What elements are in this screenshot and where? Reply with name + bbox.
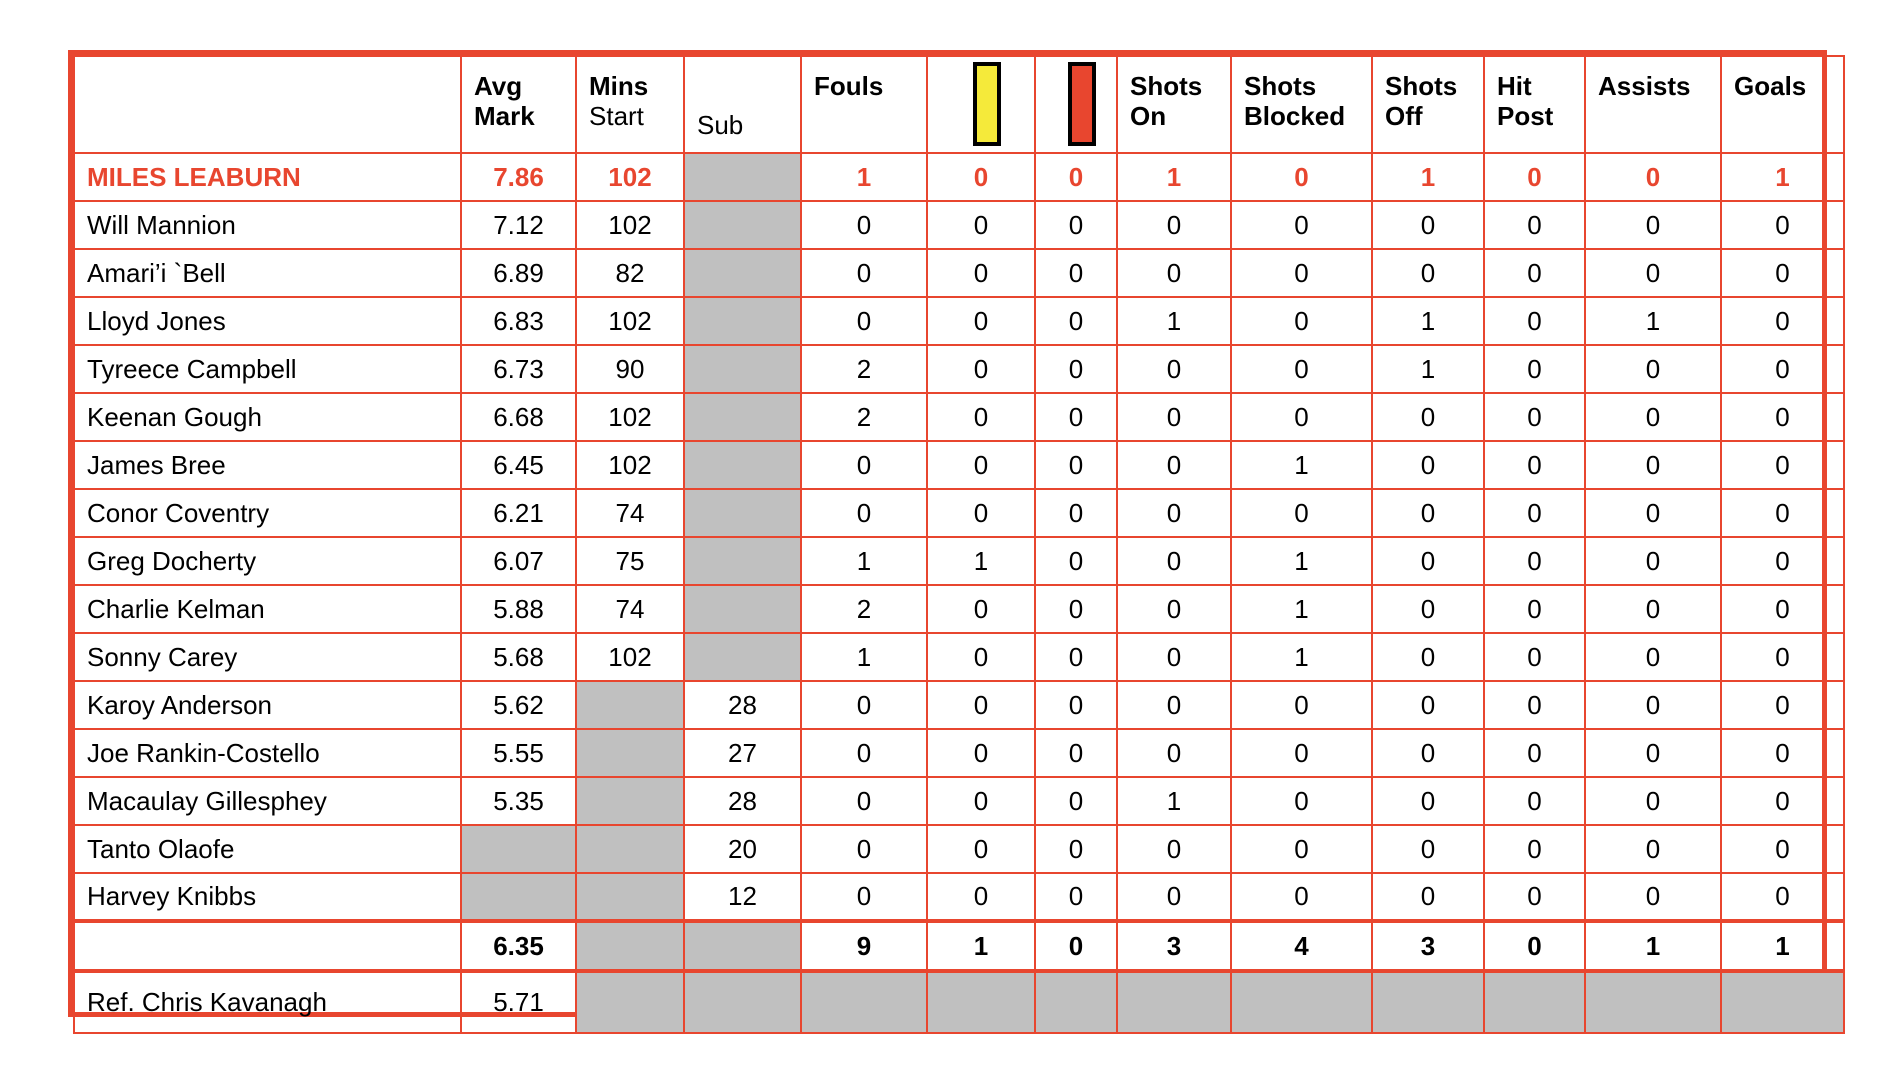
player-mins-start: 102: [576, 297, 684, 345]
player-red-cards: 0: [1035, 633, 1117, 681]
player-avg-mark: 6.73: [461, 345, 576, 393]
header-row: [74, 56, 1844, 153]
player-sub-mins: [684, 585, 801, 633]
player-shots-off: 1: [1372, 153, 1484, 201]
player-shots-off: 0: [1372, 585, 1484, 633]
player-mins-start: [576, 729, 684, 777]
player-yellow-cards: 0: [927, 249, 1035, 297]
player-hit-post: 0: [1484, 441, 1585, 489]
totals-red: 0: [1035, 921, 1117, 971]
referee-empty-cell: [1484, 971, 1585, 1033]
totals-assists: 1: [1585, 921, 1721, 971]
totals-sub-empty: [684, 921, 801, 971]
player-red-cards: 0: [1035, 201, 1117, 249]
player-mins-start: [576, 825, 684, 873]
player-sub-mins: [684, 153, 801, 201]
player-hit-post: 0: [1484, 873, 1585, 921]
player-avg-mark: 5.55: [461, 729, 576, 777]
player-shots-off: 0: [1372, 777, 1484, 825]
player-row: [74, 777, 1844, 825]
player-mins-start: 102: [576, 441, 684, 489]
player-mins-start: [576, 873, 684, 921]
player-hit-post: 0: [1484, 153, 1585, 201]
player-row: [74, 393, 1844, 441]
player-shots-on: 0: [1117, 825, 1231, 873]
player-mins-start: 82: [576, 249, 684, 297]
player-shots-on: 0: [1117, 873, 1231, 921]
player-name: Karoy Anderson: [74, 681, 461, 729]
player-rows: [74, 153, 1844, 921]
player-avg-mark: 5.88: [461, 585, 576, 633]
player-shots-blocked: 0: [1231, 873, 1372, 921]
player-shots-off: 0: [1372, 825, 1484, 873]
player-shots-on: 1: [1117, 777, 1231, 825]
player-shots-blocked: 0: [1231, 681, 1372, 729]
player-ratings-table: [73, 55, 1845, 1034]
player-name: Sonny Carey: [74, 633, 461, 681]
player-goals: 0: [1721, 777, 1844, 825]
player-goals: 0: [1721, 249, 1844, 297]
header-hit-post: Hit Post: [1484, 56, 1585, 153]
player-fouls: 2: [801, 585, 927, 633]
player-shots-blocked: 1: [1231, 633, 1372, 681]
player-hit-post: 0: [1484, 633, 1585, 681]
player-avg-mark: 5.35: [461, 777, 576, 825]
player-assists: 0: [1585, 153, 1721, 201]
player-shots-on: 1: [1117, 297, 1231, 345]
player-yellow-cards: 0: [927, 153, 1035, 201]
player-ratings-table-container: [68, 50, 1827, 1017]
player-shots-on: 1: [1117, 153, 1231, 201]
player-red-cards: 0: [1035, 825, 1117, 873]
player-fouls: 0: [801, 201, 927, 249]
totals-goals: 1: [1721, 921, 1844, 971]
player-row: [74, 537, 1844, 585]
player-row: [74, 345, 1844, 393]
player-goals: 0: [1721, 681, 1844, 729]
player-red-cards: 0: [1035, 489, 1117, 537]
player-shots-on: 0: [1117, 681, 1231, 729]
player-avg-mark: 7.12: [461, 201, 576, 249]
player-assists: 0: [1585, 585, 1721, 633]
player-row: [74, 297, 1844, 345]
player-name: Lloyd Jones: [74, 297, 461, 345]
player-assists: 0: [1585, 633, 1721, 681]
player-shots-on: 0: [1117, 441, 1231, 489]
header-fouls: Fouls: [801, 56, 927, 153]
player-yellow-cards: 0: [927, 297, 1035, 345]
totals-yellow: 1: [927, 921, 1035, 971]
player-sub-mins: [684, 537, 801, 585]
player-red-cards: 0: [1035, 441, 1117, 489]
player-row: [74, 681, 1844, 729]
player-red-cards: 0: [1035, 345, 1117, 393]
player-hit-post: 0: [1484, 297, 1585, 345]
player-shots-on: 0: [1117, 489, 1231, 537]
player-shots-on: 0: [1117, 537, 1231, 585]
player-row: [74, 441, 1844, 489]
player-avg-mark: [461, 825, 576, 873]
totals-row: [74, 921, 1844, 971]
player-goals: 0: [1721, 489, 1844, 537]
player-row: [74, 873, 1844, 921]
player-mins-start: 102: [576, 201, 684, 249]
player-shots-off: 0: [1372, 633, 1484, 681]
player-yellow-cards: 0: [927, 633, 1035, 681]
player-assists: 0: [1585, 537, 1721, 585]
player-yellow-cards: 1: [927, 537, 1035, 585]
referee-empty-cell: [801, 971, 927, 1033]
player-sub-mins: 28: [684, 777, 801, 825]
player-red-cards: 0: [1035, 873, 1117, 921]
player-yellow-cards: 0: [927, 489, 1035, 537]
header-shots-off: Shots Off: [1372, 56, 1484, 153]
player-assists: 0: [1585, 681, 1721, 729]
player-sub-mins: [684, 393, 801, 441]
player-goals: 1: [1721, 153, 1844, 201]
player-yellow-cards: 0: [927, 393, 1035, 441]
player-shots-off: 0: [1372, 681, 1484, 729]
referee-empty-cell: [1372, 971, 1484, 1033]
player-avg-mark: 6.21: [461, 489, 576, 537]
player-row: [74, 585, 1844, 633]
totals-fouls: 9: [801, 921, 927, 971]
totals-shots-off: 3: [1372, 921, 1484, 971]
referee-empty-cell: [1585, 971, 1721, 1033]
player-row: [74, 153, 1844, 201]
referee-empty-cell: [1035, 971, 1117, 1033]
player-sub-mins: [684, 345, 801, 393]
player-avg-mark: 6.89: [461, 249, 576, 297]
player-sub-mins: 28: [684, 681, 801, 729]
player-shots-on: 0: [1117, 345, 1231, 393]
player-hit-post: 0: [1484, 681, 1585, 729]
player-fouls: 0: [801, 825, 927, 873]
player-sub-mins: [684, 489, 801, 537]
player-shots-blocked: 0: [1231, 345, 1372, 393]
referee-row: [74, 971, 1844, 1033]
player-avg-mark: 6.07: [461, 537, 576, 585]
player-shots-blocked: 0: [1231, 489, 1372, 537]
player-yellow-cards: 0: [927, 441, 1035, 489]
player-hit-post: 0: [1484, 393, 1585, 441]
player-hit-post: 0: [1484, 729, 1585, 777]
player-shots-off: 0: [1372, 489, 1484, 537]
player-avg-mark: 6.45: [461, 441, 576, 489]
player-yellow-cards: 0: [927, 345, 1035, 393]
totals-avg: 6.35: [461, 921, 576, 971]
player-shots-off: 0: [1372, 873, 1484, 921]
player-goals: 0: [1721, 585, 1844, 633]
player-shots-blocked: 1: [1231, 585, 1372, 633]
player-red-cards: 0: [1035, 729, 1117, 777]
player-name: MILES LEABURN: [74, 153, 461, 201]
player-yellow-cards: 0: [927, 681, 1035, 729]
player-goals: 0: [1721, 201, 1844, 249]
player-assists: 0: [1585, 489, 1721, 537]
referee-empty-cell: [927, 971, 1035, 1033]
player-avg-mark: 5.68: [461, 633, 576, 681]
player-name: James Bree: [74, 441, 461, 489]
player-goals: 0: [1721, 537, 1844, 585]
player-red-cards: 0: [1035, 297, 1117, 345]
red-card-icon: [1068, 62, 1096, 146]
player-assists: 0: [1585, 345, 1721, 393]
referee-avg: 5.71: [461, 971, 576, 1033]
player-sub-mins: [684, 201, 801, 249]
referee-empty-cell: [576, 971, 684, 1033]
player-shots-off: 1: [1372, 297, 1484, 345]
player-sub-mins: 20: [684, 825, 801, 873]
player-shots-on: 0: [1117, 393, 1231, 441]
player-avg-mark: 7.86: [461, 153, 576, 201]
player-red-cards: 0: [1035, 585, 1117, 633]
player-mins-start: [576, 777, 684, 825]
player-shots-blocked: 1: [1231, 537, 1372, 585]
player-yellow-cards: 0: [927, 777, 1035, 825]
player-shots-blocked: 0: [1231, 729, 1372, 777]
player-shots-off: 0: [1372, 729, 1484, 777]
player-name: Tyreece Campbell: [74, 345, 461, 393]
player-sub-mins: [684, 633, 801, 681]
referee-empty-cell: [1231, 971, 1372, 1033]
player-fouls: 0: [801, 681, 927, 729]
player-name: Amari’i `Bell: [74, 249, 461, 297]
player-mins-start: 102: [576, 633, 684, 681]
player-sub-mins: [684, 249, 801, 297]
player-yellow-cards: 0: [927, 201, 1035, 249]
header-mins-start: Mins Start: [576, 56, 684, 153]
player-hit-post: 0: [1484, 537, 1585, 585]
header-shots-on: Shots On: [1117, 56, 1231, 153]
player-avg-mark: [461, 873, 576, 921]
player-hit-post: 0: [1484, 345, 1585, 393]
player-fouls: 0: [801, 297, 927, 345]
header-yellow-card: [927, 56, 1035, 153]
player-goals: 0: [1721, 633, 1844, 681]
player-hit-post: 0: [1484, 777, 1585, 825]
player-mins-start: [576, 681, 684, 729]
player-goals: 0: [1721, 441, 1844, 489]
player-red-cards: 0: [1035, 777, 1117, 825]
player-assists: 0: [1585, 393, 1721, 441]
player-goals: 0: [1721, 729, 1844, 777]
player-row: [74, 825, 1844, 873]
player-shots-off: 0: [1372, 393, 1484, 441]
player-shots-off: 0: [1372, 441, 1484, 489]
player-mins-start: 74: [576, 489, 684, 537]
player-goals: 0: [1721, 297, 1844, 345]
player-row: [74, 201, 1844, 249]
header-name: [74, 56, 461, 153]
player-yellow-cards: 0: [927, 585, 1035, 633]
player-sub-mins: 27: [684, 729, 801, 777]
player-assists: 0: [1585, 201, 1721, 249]
player-fouls: 0: [801, 777, 927, 825]
player-name: Joe Rankin-Costello: [74, 729, 461, 777]
totals-shots-blocked: 4: [1231, 921, 1372, 971]
player-shots-off: 0: [1372, 201, 1484, 249]
player-goals: 0: [1721, 345, 1844, 393]
player-shots-blocked: 0: [1231, 297, 1372, 345]
player-fouls: 1: [801, 153, 927, 201]
yellow-card-icon: [973, 62, 1001, 146]
player-row: [74, 489, 1844, 537]
player-shots-blocked: 0: [1231, 153, 1372, 201]
player-sub-mins: [684, 441, 801, 489]
header-shots-blocked: Shots Blocked: [1231, 56, 1372, 153]
player-mins-start: 102: [576, 393, 684, 441]
player-name: Greg Docherty: [74, 537, 461, 585]
player-assists: 0: [1585, 777, 1721, 825]
player-shots-blocked: 0: [1231, 777, 1372, 825]
player-shots-on: 0: [1117, 201, 1231, 249]
player-fouls: 2: [801, 345, 927, 393]
header-goals: Goals: [1721, 56, 1844, 153]
player-hit-post: 0: [1484, 249, 1585, 297]
player-fouls: 2: [801, 393, 927, 441]
player-mins-start: 74: [576, 585, 684, 633]
player-fouls: 0: [801, 873, 927, 921]
player-fouls: 1: [801, 537, 927, 585]
player-shots-on: 0: [1117, 249, 1231, 297]
player-red-cards: 0: [1035, 249, 1117, 297]
player-name: Macaulay Gillesphey: [74, 777, 461, 825]
player-yellow-cards: 0: [927, 825, 1035, 873]
player-goals: 0: [1721, 873, 1844, 921]
player-avg-mark: 6.83: [461, 297, 576, 345]
player-row: [74, 249, 1844, 297]
header-sub: Sub: [684, 56, 801, 153]
player-hit-post: 0: [1484, 201, 1585, 249]
player-shots-blocked: 0: [1231, 393, 1372, 441]
totals-mins-empty: [576, 921, 684, 971]
totals-label: [74, 921, 461, 971]
player-sub-mins: [684, 297, 801, 345]
player-fouls: 0: [801, 249, 927, 297]
player-shots-blocked: 1: [1231, 441, 1372, 489]
player-assists: 0: [1585, 873, 1721, 921]
totals-shots-on: 3: [1117, 921, 1231, 971]
player-assists: 0: [1585, 825, 1721, 873]
player-red-cards: 0: [1035, 537, 1117, 585]
player-avg-mark: 6.68: [461, 393, 576, 441]
player-mins-start: 90: [576, 345, 684, 393]
player-hit-post: 0: [1484, 585, 1585, 633]
player-red-cards: 0: [1035, 393, 1117, 441]
referee-empty-cell: [1721, 971, 1844, 1033]
player-name: Harvey Knibbs: [74, 873, 461, 921]
player-name: Conor Coventry: [74, 489, 461, 537]
player-shots-off: 0: [1372, 537, 1484, 585]
referee-name: Ref. Chris Kavanagh: [74, 971, 461, 1033]
header-avg-mark: Avg Mark: [461, 56, 576, 153]
player-shots-on: 0: [1117, 633, 1231, 681]
player-hit-post: 0: [1484, 489, 1585, 537]
player-mins-start: 102: [576, 153, 684, 201]
player-fouls: 0: [801, 489, 927, 537]
player-fouls: 0: [801, 729, 927, 777]
player-name: Will Mannion: [74, 201, 461, 249]
referee-empty-cell: [684, 971, 801, 1033]
referee-empty-cell: [1117, 971, 1231, 1033]
player-fouls: 1: [801, 633, 927, 681]
player-name: Charlie Kelman: [74, 585, 461, 633]
player-shots-blocked: 0: [1231, 201, 1372, 249]
player-assists: 0: [1585, 441, 1721, 489]
player-mins-start: 75: [576, 537, 684, 585]
player-assists: 0: [1585, 729, 1721, 777]
player-hit-post: 0: [1484, 825, 1585, 873]
player-yellow-cards: 0: [927, 873, 1035, 921]
player-name: Keenan Gough: [74, 393, 461, 441]
header-red-card: [1035, 56, 1117, 153]
player-avg-mark: 5.62: [461, 681, 576, 729]
player-name: Tanto Olaofe: [74, 825, 461, 873]
player-shots-on: 0: [1117, 729, 1231, 777]
player-assists: 1: [1585, 297, 1721, 345]
player-fouls: 0: [801, 441, 927, 489]
player-red-cards: 0: [1035, 153, 1117, 201]
player-shots-off: 1: [1372, 345, 1484, 393]
player-row: [74, 633, 1844, 681]
player-goals: 0: [1721, 825, 1844, 873]
player-shots-blocked: 0: [1231, 825, 1372, 873]
player-shots-off: 0: [1372, 249, 1484, 297]
player-sub-mins: 12: [684, 873, 801, 921]
player-row: [74, 729, 1844, 777]
totals-hit-post: 0: [1484, 921, 1585, 971]
player-goals: 0: [1721, 393, 1844, 441]
player-red-cards: 0: [1035, 681, 1117, 729]
player-shots-blocked: 0: [1231, 249, 1372, 297]
header-assists: Assists: [1585, 56, 1721, 153]
player-assists: 0: [1585, 249, 1721, 297]
player-shots-on: 0: [1117, 585, 1231, 633]
player-yellow-cards: 0: [927, 729, 1035, 777]
